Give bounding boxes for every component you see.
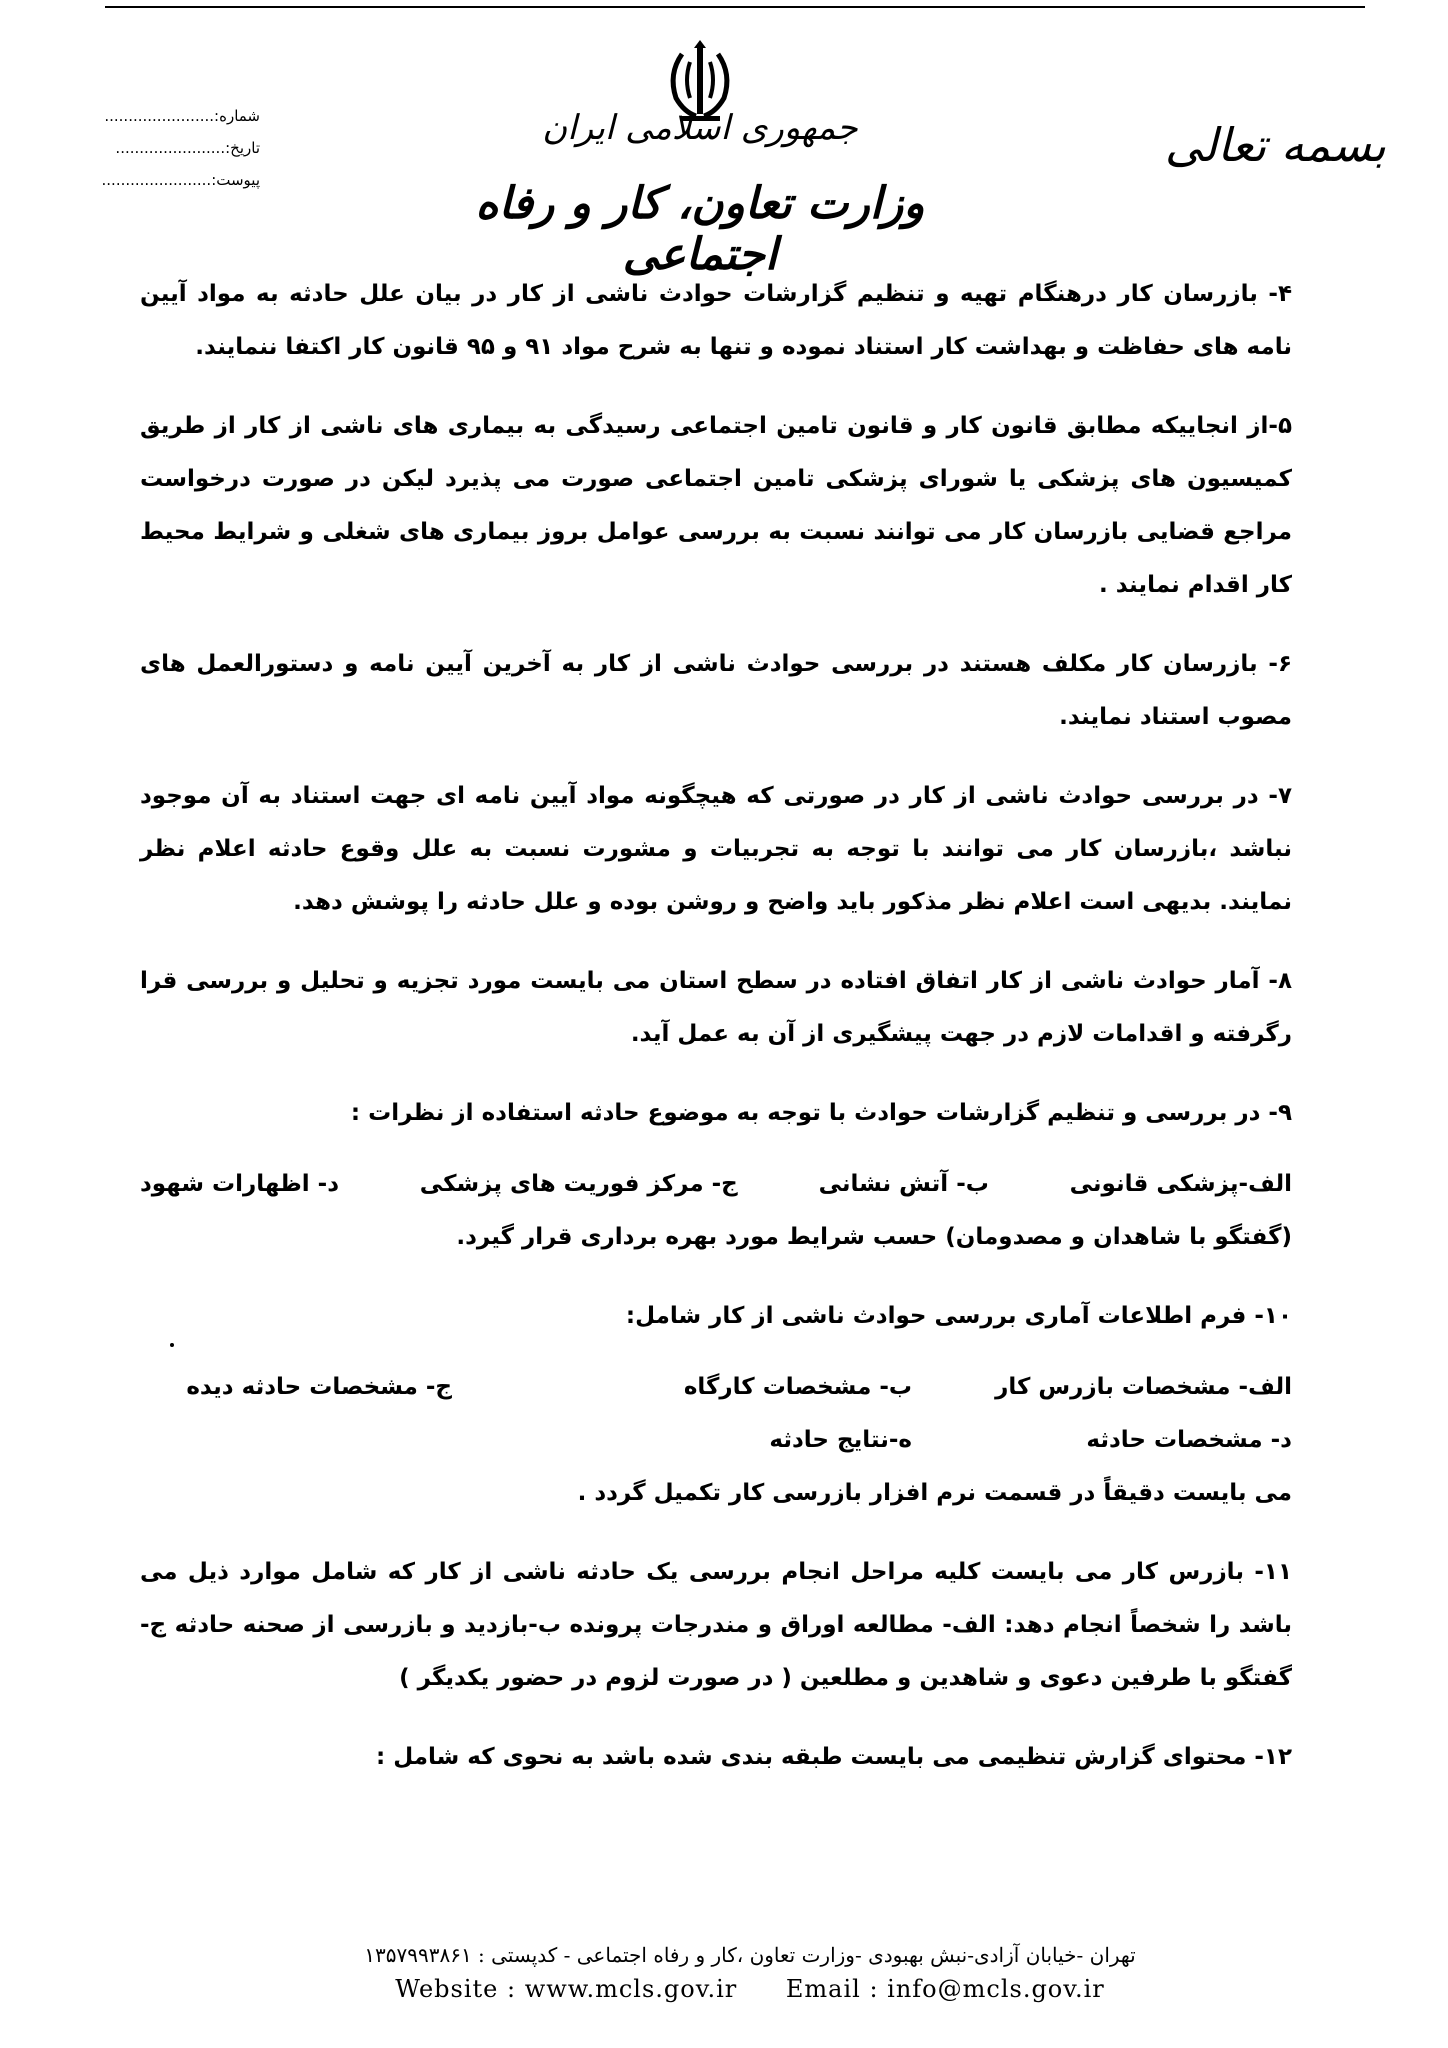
footer-email-link[interactable]: Email : info@mcls.gov.ir [785,1975,1105,2003]
paragraph-9: ۹- در بررسی و تنظیم گزارشات حوادث با توجه به موضوع حادثه استفاده از نظرات : [350,1100,1292,1126]
ref-number-label: شماره: [214,107,260,125]
paragraph-9-tail: (گفتگو با شاهدان و مصدومان) حسب شرایط مورد بهره برداری قرار گیرد. [456,1224,1292,1250]
scan-speck [170,1343,174,1347]
ministry-title: وزارت تعاون، کار و رفاه اجتماعی [475,178,925,280]
paragraph-9-options [140,1158,1292,1211]
ref-attachment [60,164,260,196]
ref-date [60,132,260,164]
paragraph-10-items [140,1361,1292,1467]
ref-date-value: ....................... [115,139,226,157]
reference-fields [60,100,260,196]
document-body [140,268,1292,1810]
paragraph-12: ۱۲- محتوای گزارش تنظیمی می بایست طبقه بندی شده باشد به نحوی که شامل : [376,1744,1292,1770]
paragraph-5: ۵-از انجاییکه مطابق قانون کار و قانون تامین اجتماعی رسیدگی به بیماری های ناشی از کار از طریق کمیسیون های پزشکی یا شورای پزشکی تامین اجتماعی صورت می پذیرد لیکن در صورت درخواست مراجع قضایی بازرسان کار می توانند نسبت به بررسی عوامل بروز بیماری های شغلی و شرایط محیط کار اقدام نمایند . [140,413,1292,598]
item-workshop-info: ب- مشخصات کارگاه [683,1374,912,1400]
paragraph-7: ۷- در بررسی حوادث ناشی از کار در صورتی که هیچگونه مواد آیین نامه ای جهت استناد به آن موجود نباشد ،بازرسان کار می توانند با توجه به تجربیات و مشورت نسبت به علل وقوع حادثه اعلام نظر نمایند. بدیهی است اعلام نظر مذکور باید واضح و روشن بوده و علل حادثه را پوشش دهد. [140,783,1292,915]
ref-attachment-label: پیوست: [211,171,260,189]
republic-title: جمهوری اسلامی ایران [542,108,858,148]
ref-date-label: تاریخ: [225,139,260,157]
paragraph-6: ۶- بازرسان کار مکلف هستند در بررسی حوادث ناشی از کار به آخرین آیین نامه و دستورالعمل های مصوب استناد نمایند. [140,651,1292,730]
footer-website-link[interactable]: Website : www.mcls.gov.ir [395,1975,738,2003]
option-forensic: الف-پزشکی قانونی [1069,1171,1292,1197]
bismillah-heading: بسمه تعالی [1164,118,1386,172]
top-rule [105,6,1365,8]
paragraph-4: ۴- بازرسان کار درهنگام تهیه و تنظیم گزارشات حوادث ناشی از کار در بیان علل حادثه به مواد آیین نامه های حفاظت و بهداشت کار استناد نموده و تنها به شرح مواد ۹۱ و ۹۵ قانون کار اکتفا ننمایند. [140,281,1292,360]
paragraph-10-tail: می بایست دقیقاً در قسمت نرم افزار بازرسی کار تکمیل گردد . [577,1480,1292,1506]
ref-number [60,100,260,132]
footer-contacts [300,1972,1200,2006]
paragraph-11: ۱۱- بازرس کار می بایست کلیه مراحل انجام بررسی یک حادثه ناشی از کار که شامل موارد ذیل می باشد را شخصاً انجام دهد: الف- مطالعه اوراق و مندرجات پرونده ب-بازدید و بازرسی از صحنه حادثه ج- گفتگو با طرفین دعوی و شاهدین و مطلعین ( در صورت لزوم در حضور یکدیگر ) [140,1559,1292,1691]
option-fire-dept: ب- آتش نشانی [818,1171,989,1197]
option-witnesses: د- اظهارات شهود [140,1171,339,1197]
paragraph-8: ۸- آمار حوادث ناشی از کار اتفاق افتاده در سطح استان می بایست مورد تجزیه و تحلیل و بررسی قرا رگرفته و اقدامات لازم در جهت پیشگیری از آن به عمل آید. [140,968,1292,1047]
option-emergency: ج- مرکز فوریت های پزشکی [419,1171,738,1197]
item-accident-info: د- مشخصات حادثه [1086,1427,1292,1453]
ref-attachment-value: ....................... [101,171,212,189]
footer-address: تهران -خیابان آزادی-نبش بهبودی -وزارت تعاون ،کار و رفاه اجتماعی - کدپستی : ۱۳۵۷۹۹۳۸۶۱ [364,1943,1136,1967]
ref-number-value: ....................... [104,107,215,125]
item-victim-info: ج- مشخصات حادثه دیده [186,1374,452,1400]
paragraph-10: ۱۰- فرم اطلاعات آماری بررسی حوادث ناشی از کار شامل: [625,1303,1292,1329]
item-accident-results: ه-نتایج حادثه [769,1427,912,1453]
item-inspector-info: الف- مشخصات بازرس کار [995,1374,1292,1400]
footer [300,1938,1200,2006]
